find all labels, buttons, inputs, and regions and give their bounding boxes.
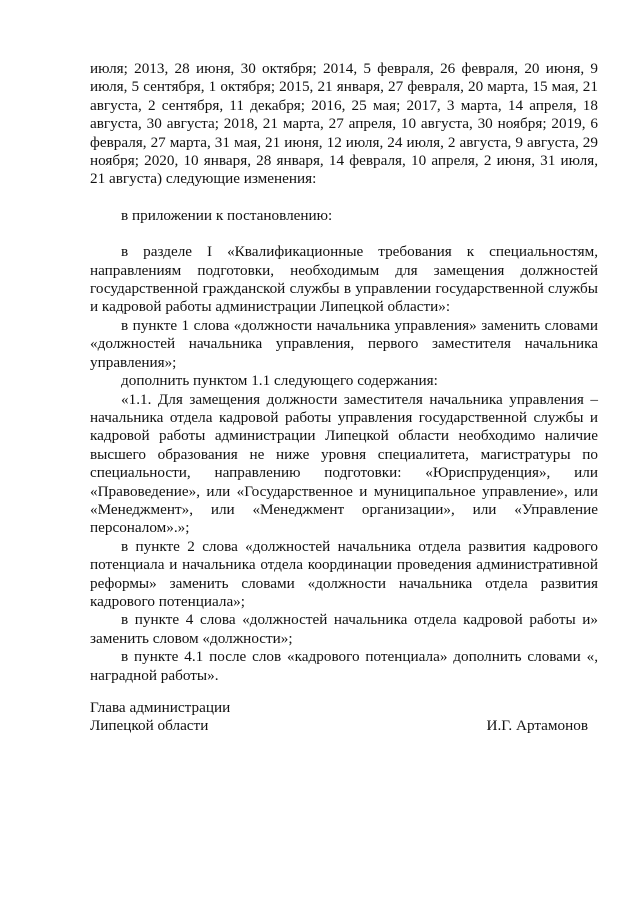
signature-row <box>90 717 598 735</box>
paragraph-add-item-1-1: дополнить пунктом 1.1 следующего содержания: <box>121 372 438 390</box>
paragraph-appendix: в приложении к постановлению: <box>121 206 333 224</box>
paragraph-item-4-1: в пункте 4.1 после слов «кадрового потенциала» дополнить словами «, наградной работы». <box>90 648 598 684</box>
signature-position-line1: Глава администрации <box>90 699 231 716</box>
signature-name: И.Г. Артамонов <box>486 717 588 735</box>
paragraph-section-one: в разделе I «Квалификационные требования к специальностям, направлениям подготовки, необходимым для замещения должностей государственной гражданской службы в управлении государственной службы и кадровой работы администрации Липецкой области»: <box>90 243 598 316</box>
document-body <box>90 60 598 685</box>
paragraph-item-2: в пункте 2 слова «должностей начальника отдела развития кадрового потенциала и начальника отдела координации проведения административной реформы» заменить словами «должности начальника отдела развития кадрового потенциала»; <box>90 537 598 610</box>
paragraph-item-4: в пункте 4 слова «должностей начальника отдела кадровой работы и» заменить словом «должности»; <box>90 611 598 647</box>
signature-position-line2: Липецкой области <box>90 717 209 735</box>
paragraph-intro-dates: июля; 2013, 28 июня, 30 октября; 2014, 5 февраля, 26 февраля, 20 июня, 9 июля, 5 сентября, 1 октября; 2015, 21 января, 27 февраля, 20 марта, 15 мая, 21 августа, 2 сентября, 11 декабря; 2016, 25 мая; 2017, 3 марта, 14 апреля, 18 августа, 30 августа; 2018, 21 марта, 27 апреля, 10 августа, 30 ноября; 2019, 6 февраля, 27 марта, 31 мая, 21 июня, 12 июля, 24 июля, 2 августа, 9 августа, 29 ноября; 2020, 10 января, 28 января, 14 февраля, 10 апреля, 2 июня, 31 июля, 21 августа) следующие изменения: <box>90 60 598 188</box>
paragraph-item-1: в пункте 1 слова «должности начальника управления» заменить словами «должностей начальника управления, первого заместителя начальника управления»; <box>90 316 598 371</box>
paragraph-item-1-1-text: «1.1. Для замещения должности заместителя начальника управления – начальника отдела кадровой работы управления государственной службы и кадровой работы администрации Липецкой области необходимо наличие высшего образования не ниже уровня специалитета, магистратуры по специальности, направлению подготовки: «Юриспруденция», или «Правоведение», или «Государственное и муниципальное управление», или «Менеджмент», или «Менеджмент организации», или «Управление персоналом».»; <box>90 390 598 537</box>
signature-block <box>90 699 598 736</box>
